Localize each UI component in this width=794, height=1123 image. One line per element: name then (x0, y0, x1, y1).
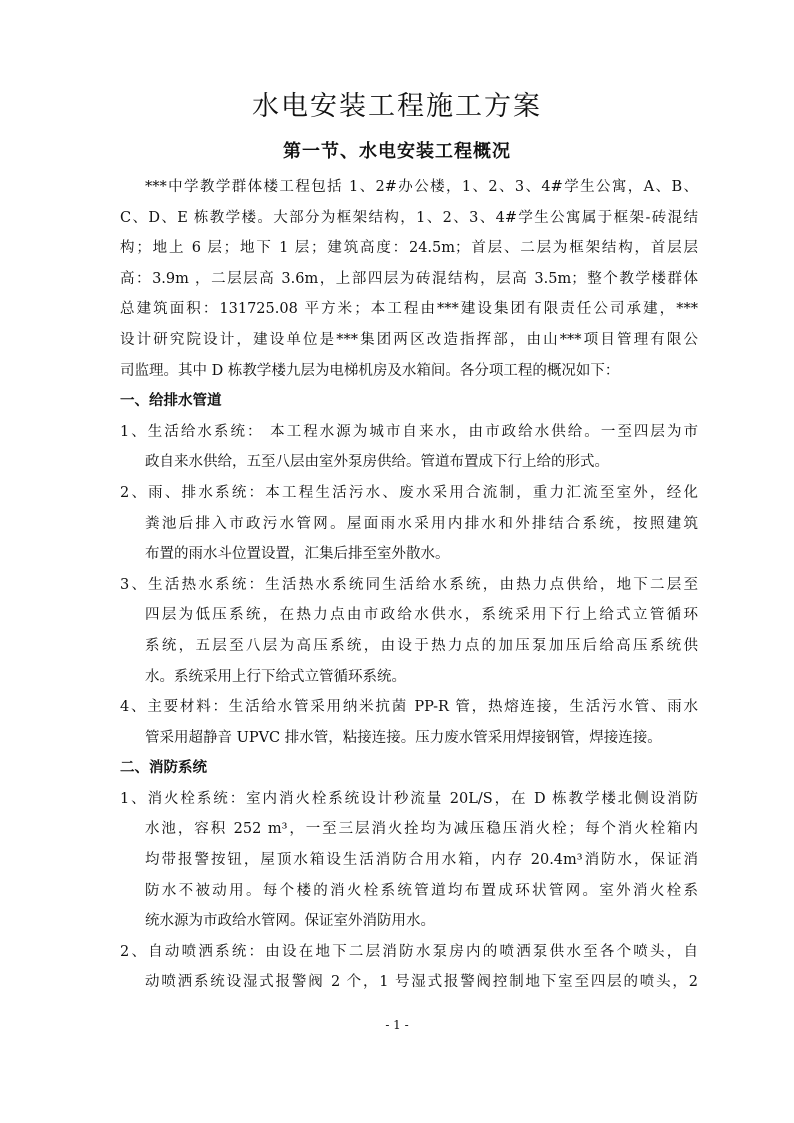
text-line: 设计研究院设计，建设单位是***集团两区改造指挥部，由山***项目管理有限公 (120, 331, 698, 348)
paragraph (120, 172, 698, 386)
text-line: ***中学教学群体楼工程包括 1、2#办公楼，1、2、3、4#学生公寓，A、B、 (145, 179, 698, 195)
text-line: 司监理。其中 D 栋教学楼九层为电梯机房及水箱间。各分项工程的概况如下： (120, 362, 620, 379)
document-title: 水电安装工程施工方案 (252, 91, 542, 122)
text-line: 总建筑面积：131725.08 平方米；本工程由***建设集团有限责任公司承建，*** (120, 301, 698, 318)
text-line: C、D、E 栋教学楼。大部分为框架结构，1、2、3、4#学生公寓属于框架-砖混结 (120, 209, 698, 226)
text-line: 1、消火栓系统：室内消火栓系统设计秒流量 20L/S，在 D 栋教学楼北侧设消防 (120, 790, 698, 807)
section-heading (120, 386, 698, 417)
section-title: 第一节、水电安装工程概况 (283, 141, 511, 162)
text-line: 统水源为市政给水管网。保证室外消防用水。 (145, 913, 435, 930)
text-line: 动喷洒系统设湿式报警阀 2 个，1 号湿式报警阀控制地下室至四层的喷头，2 (145, 974, 698, 991)
text-line: 粪池后排入市政污水管网。屋面雨水采用内排水和外排结合系统，按照建筑 (145, 515, 698, 532)
text-line: 一、给排水管道 (120, 392, 222, 410)
text-line: 3、生活热水系统：生活热水系统同生活给水系统，由热力点供给，地下二层至 (120, 576, 698, 593)
text-line: 高：3.9m ，二层层高 3.6m，上部四层为砖混结构，层高 3.5m；整个教学楼群体 (120, 270, 698, 287)
text-line: 水。系统采用上行下给式立管循环系统。 (145, 668, 406, 685)
text-line: 布置的雨水斗位置设置，汇集后排至室外散水。 (145, 546, 450, 563)
text-line: 防水不被动用。每个楼的消火栓系统管道均布置成环状管网。室外消火栓系 (145, 882, 698, 899)
page-number: - 1 - (385, 1018, 409, 1032)
text-line: 政自来水供给，五至八层由室外泵房供给。管道布置成下行上给的形式。 (145, 454, 609, 471)
list-item (120, 784, 698, 937)
text-line: 系统，五层至八层为高压系统，由设于热力点的加压泵加压后给高压系统供 (145, 637, 698, 654)
list-item (120, 417, 698, 478)
document-body (120, 172, 698, 998)
section-heading (120, 753, 698, 784)
text-line: 四层为低压系统，在热力点由市政给水供水，系统采用下行上给式立管循环 (145, 607, 698, 624)
list-item (120, 478, 698, 570)
text-line: 管采用超静音 UPVC 排水管，粘接连接。压力废水管采用焊接钢管，焊接连接。 (145, 729, 662, 746)
text-line: 4、主要材料：生活给水管采用纳米抗菌 PP-R 管，热熔连接，生活污水管、雨水 (120, 699, 698, 716)
text-line: 2、雨、排水系统：本工程生活污水、废水采用合流制，重力汇流至室外，经化 (120, 484, 698, 501)
text-line: 构；地上 6 层；地下 1 层；建筑高度：24.5m；首层、二层为框架结构，首层层 (120, 240, 698, 257)
list-item (120, 570, 698, 692)
list-item (120, 937, 698, 998)
text-line: 1、生活给水系统： 本工程水源为城市自来水，由市政给水供给。一至四层为市 (120, 423, 698, 440)
text-line: 均带报警按钮，屋顶水箱设生活消防合用水箱，内存 20.4m³消防水，保证消 (145, 852, 698, 869)
text-line: 2、自动喷洒系统：由设在地下二层消防水泵房内的喷洒泵供水至各个喷头，自 (120, 943, 698, 960)
text-line: 二、消防系统 (120, 759, 207, 777)
text-line: 水池，容积 252 m³，一至三层消火拴均为减压稳压消火栓；每个消火栓箱内 (145, 821, 698, 838)
list-item (120, 692, 698, 753)
